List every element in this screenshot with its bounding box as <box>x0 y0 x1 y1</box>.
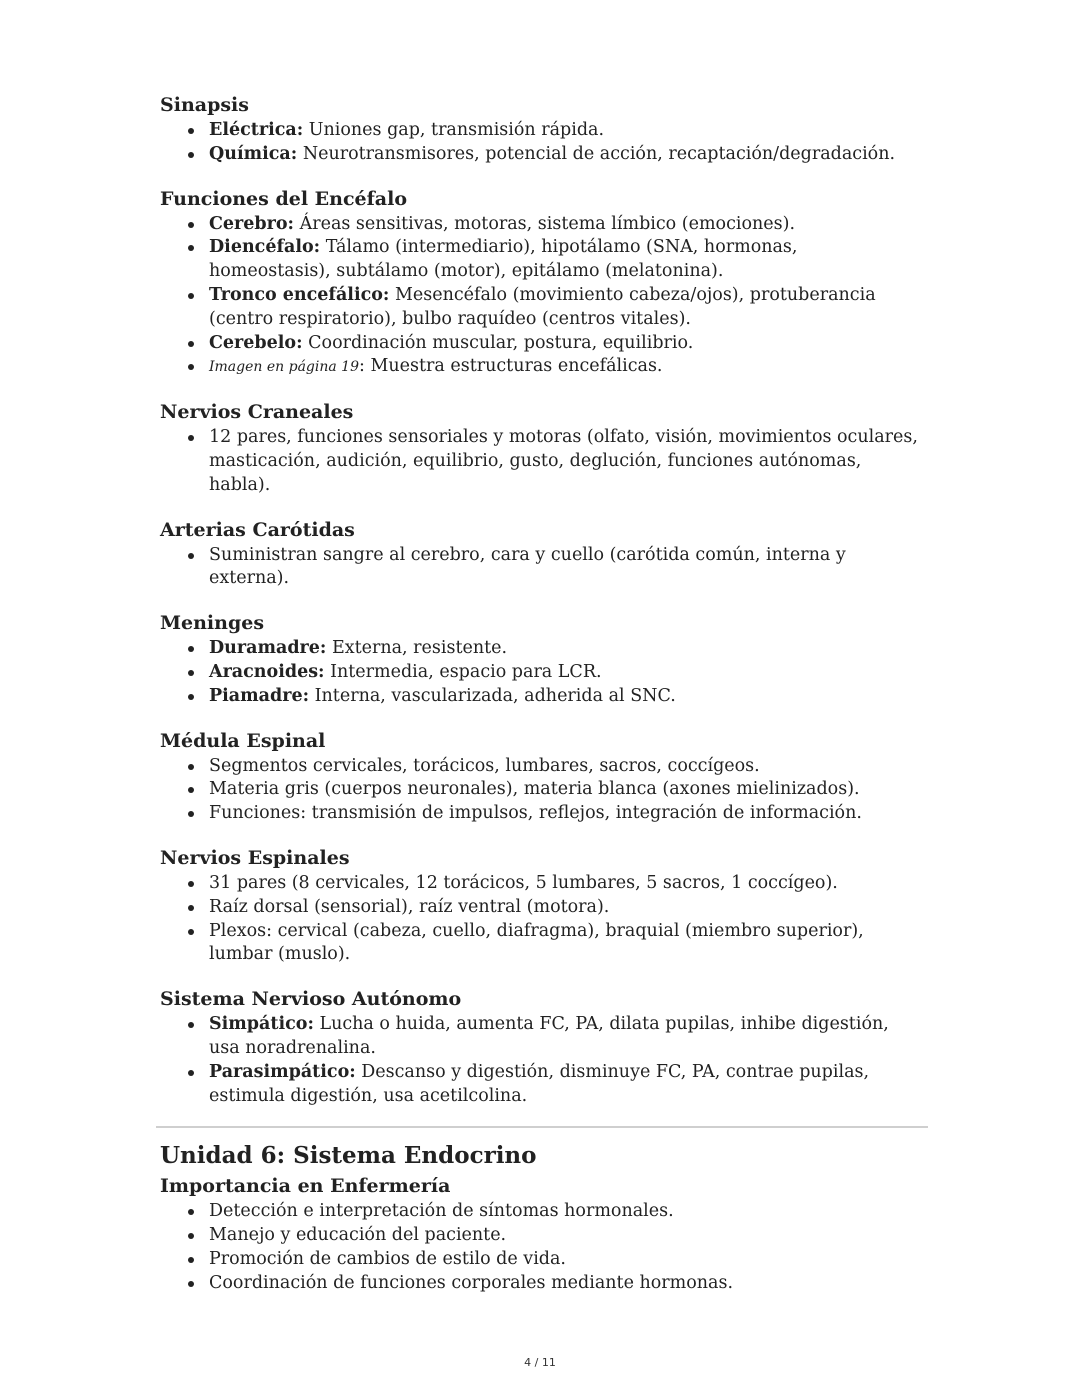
term: Química: <box>209 143 298 164</box>
item-text: Áreas sensitivas, motoras, sistema límbico (emociones). <box>294 213 796 234</box>
item-text: Neurotransmisores, potencial de acción, recaptación/degradación. <box>297 143 896 164</box>
list-item <box>209 355 924 380</box>
list-item: Segmentos cervicales, torácicos, lumbares, sacros, coccígeos. <box>209 755 924 779</box>
list-item <box>209 284 924 332</box>
section-espinales <box>160 846 924 967</box>
item-text: Mesencéfalo (movimiento cabeza/ojos), protuberancia (centro respiratorio), bulbo raquídeo (centros vitales). <box>209 284 876 329</box>
term: Cerebelo: <box>209 332 303 353</box>
list-item: Raíz dorsal (sensorial), raíz ventral (motora). <box>209 896 924 920</box>
document-page <box>160 93 924 1316</box>
list-item: Materia gris (cuerpos neuronales), materia blanca (axones mielinizados). <box>209 778 924 802</box>
bullet-list <box>160 213 924 381</box>
list-item <box>209 1013 924 1061</box>
bullet-list <box>160 544 924 592</box>
term: Eléctrica: <box>209 120 304 140</box>
section-title: Médula Espinal <box>160 729 326 752</box>
term: Cerebro: <box>209 213 295 234</box>
list-item <box>209 213 924 237</box>
item-text: Lucha o huida, aumenta FC, PA, dilata pupilas, inhibe digestión, usa noradrenalina. <box>209 1014 889 1058</box>
unit-heading: Unidad 6: Sistema Endocrino <box>160 1142 537 1170</box>
term: Aracnoides: <box>209 661 325 682</box>
list-item <box>209 661 924 685</box>
item-text: Interna, vascularizada, adherida al SNC. <box>309 685 676 706</box>
list-item <box>209 1061 924 1109</box>
list-item: 31 pares (8 cervicales, 12 torácicos, 5 lumbares, 5 sacros, 1 coccígeo). <box>209 872 924 896</box>
item-text: Tálamo (intermediario), hipotálamo (SNA, hormonas, homeostasis), subtálamo (motor), epitálamo (melatonina). <box>209 237 798 282</box>
term: Duramadre: <box>209 638 327 659</box>
section-sinapsis <box>160 93 924 167</box>
item-text: Descanso y digestión, disminuye FC, PA, contrae pupilas, estimula digestión, usa acetilcolina. <box>209 1061 870 1106</box>
section-title: Sistema Nervioso Autónomo <box>160 988 462 1011</box>
bullet-list <box>160 119 924 167</box>
item-text: : Muestra estructuras encefálicas. <box>359 356 663 377</box>
section-title: Funciones del Encéfalo <box>160 187 407 210</box>
section-encefalo <box>160 187 924 381</box>
term: Tronco encefálico: <box>209 284 390 305</box>
list-item <box>209 119 924 143</box>
item-text: Coordinación muscular, postura, equilibrio. <box>302 332 694 353</box>
page-indicator: 4 / 11 <box>524 1356 556 1369</box>
bullet-list <box>160 872 924 967</box>
bullet-list <box>160 426 924 497</box>
bullet-list <box>160 637 924 708</box>
bullet-list <box>160 1200 924 1295</box>
section-title: Meninges <box>160 612 265 635</box>
list-item: Detección e interpretación de síntomas hormonales. <box>209 1200 924 1224</box>
section-meninges <box>160 611 924 708</box>
section-unidad6 <box>160 1141 924 1295</box>
section-title: Arterias Carótidas <box>160 518 355 541</box>
section-title: Nervios Espinales <box>160 846 350 869</box>
horizontal-divider <box>156 1126 928 1128</box>
image-caption: Imagen en página 19 <box>209 359 359 376</box>
list-item: Suministran sangre al cerebro, cara y cuello (carótida común, interna y externa). <box>209 544 924 592</box>
term: Diencéfalo: <box>209 237 321 258</box>
list-item: 12 pares, funciones sensoriales y motoras (olfato, visión, movimientos oculares, masticación, audición, equilibrio, gusto, deglución, funciones autónomas, habla). <box>209 426 924 497</box>
section-title: Nervios Craneales <box>160 401 354 424</box>
list-item <box>209 637 924 661</box>
bullet-list <box>160 1013 924 1108</box>
list-item: Plexos: cervical (cabeza, cuello, diafragma), braquial (miembro superior), lumbar (muslo). <box>209 920 924 968</box>
bullet-list <box>160 755 924 826</box>
item-text: Intermedia, espacio para LCR. <box>324 661 602 682</box>
list-item <box>209 332 924 356</box>
term: Parasimpático: <box>209 1061 356 1082</box>
list-item <box>209 236 924 284</box>
list-item <box>209 685 924 709</box>
term: Simpático: <box>209 1014 314 1035</box>
section-title: Importancia en Enfermería <box>160 1175 451 1198</box>
item-text: Uniones gap, transmisión rápida. <box>303 120 605 140</box>
item-text: Externa, resistente. <box>326 638 508 659</box>
section-carotidas <box>160 518 924 592</box>
section-craneales <box>160 400 924 497</box>
term: Piamadre: <box>209 685 310 706</box>
list-item: Funciones: transmisión de impulsos, reflejos, integración de información. <box>209 802 924 826</box>
section-autonomo <box>160 987 924 1108</box>
list-item: Promoción de cambios de estilo de vida. <box>209 1248 924 1272</box>
list-item: Manejo y educación del paciente. <box>209 1224 924 1248</box>
list-item <box>209 143 924 167</box>
section-medula <box>160 729 924 826</box>
list-item: Coordinación de funciones corporales mediante hormonas. <box>209 1272 924 1296</box>
section-title: Sinapsis <box>160 94 249 116</box>
